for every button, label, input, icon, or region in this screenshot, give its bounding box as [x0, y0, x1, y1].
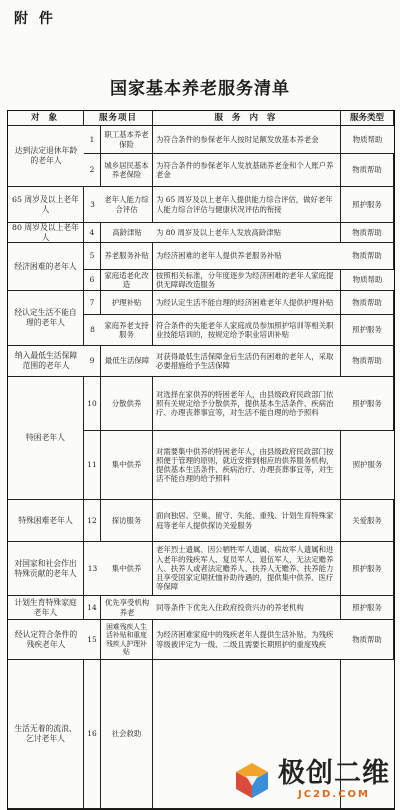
service-description: 同等条件下优先入住政府投资兴办的养老机构: [153, 596, 341, 620]
row-number: 16: [84, 660, 101, 809]
header-type: 服务类型: [341, 111, 394, 126]
annex-label: 附 件: [14, 11, 56, 27]
service-description: 对获得最低生活保障金后生活仍有困难的老年人，采取必要措施给予生活保障: [153, 346, 341, 377]
row-number: 6: [84, 270, 101, 291]
service-item: 护理补贴: [101, 291, 153, 315]
service-item: 老年人能力综合评估: [101, 187, 153, 223]
row-number: 11: [84, 431, 101, 500]
service-item: 集中供养: [101, 542, 153, 596]
service-item: 社会救助: [101, 660, 153, 809]
category-extreme-poverty: 特困老年人: [8, 377, 84, 500]
service-type: 照护服务: [341, 315, 394, 346]
header-target: 对 象: [8, 111, 84, 126]
service-type: 物质帮助: [341, 291, 394, 315]
row-number: 14: [84, 596, 101, 620]
category-65-plus: 65 周岁及以上老年人: [8, 187, 84, 223]
service-description: 符合条件的失能老年人家庭成员参加照护培训等相关职业技能培训的，按规定给予职业培训补贴: [153, 315, 341, 346]
service-description: 为符合条件的参保老年人按时足额发放基本养老金: [153, 126, 341, 154]
service-description: 为经认定生活不能自理的经济困难老年人提供护理补贴: [153, 291, 341, 315]
service-type: 物质帮助: [341, 620, 394, 660]
category-family-planning: 计划生育特殊家庭老年人: [8, 596, 84, 620]
row-number: 5: [84, 243, 101, 270]
row-number: 15: [84, 620, 101, 660]
category-economic-hardship: 经济困难的老年人: [8, 243, 84, 291]
document-title: 国家基本养老服务清单: [110, 79, 290, 99]
service-type: 照护服务: [341, 187, 394, 223]
service-item: 优先享受机构养老: [101, 596, 153, 620]
cube-logo-icon: [232, 760, 272, 800]
service-description: 对选择在家供养的特困老年人，由县级政府民政部门依照有关规定给予分散供养，提供基本生活条件、疾病治疗、办理丧葬事宜等，对生活不能自理的给予照料: [153, 377, 341, 431]
service-type: 照护服务: [341, 431, 394, 500]
service-item: 探访服务: [101, 500, 153, 542]
service-item: 高龄津贴: [101, 223, 153, 243]
service-type: 物质帮助: [341, 270, 394, 291]
watermark-title: 极创二维: [278, 758, 390, 789]
service-description: 按照相关标准，分年度逐步为经济困难的老年人家庭提供无障碍改造服务: [153, 270, 341, 291]
service-item: 家庭养老支持服务: [101, 315, 153, 346]
service-item: 困难残疾人生活补贴和重度残疾人护理补贴: [101, 620, 153, 660]
category-homeless: 生活无着的流浪、乞讨老年人: [8, 660, 84, 809]
service-description: 对需要集中供养的特困老年人，由县级政府民政部门按照便于管理的原则，就近安排到相应的供养服务机构，提供基本生活条件、疾病治疗、办理丧葬事宜等，对生活不能自理的给予照料: [153, 431, 341, 500]
service-type: 物质帮助: [341, 223, 394, 243]
row-number: 2: [84, 154, 101, 187]
category-retirement-age: 达到法定退休年龄的老年人: [8, 126, 84, 187]
service-type: 物质帮助: [341, 346, 394, 377]
row-number: 7: [84, 291, 101, 315]
category-special-contribution: 对国家和社会作出特殊贡献的老年人: [8, 542, 84, 596]
row-number: 3: [84, 187, 101, 223]
row-number: 10: [84, 377, 101, 431]
service-description: 为符合条件的参保老年人发放基础养老金和个人账户养老金: [153, 154, 341, 187]
header-content: 服 务 内 容: [153, 111, 341, 126]
service-item: 城乡居民基本养老保险: [101, 154, 153, 187]
service-type: 物质帮助: [341, 126, 394, 154]
category-disabled: 经认定符合条件的残疾老年人: [8, 620, 84, 660]
service-description: 为经济困难的老年人提供养老服务补贴: [153, 243, 341, 270]
service-item: 家庭适老化改造: [101, 270, 153, 291]
service-type: 物质帮助: [341, 154, 394, 187]
category-80-plus: 80 周岁及以上老年人: [8, 223, 84, 243]
service-item: 分散供养: [101, 377, 153, 431]
header-item: 服务项目: [84, 111, 153, 126]
service-type: 照护服务: [341, 542, 394, 596]
service-item: 职工基本养老保险: [101, 126, 153, 154]
service-description: 为经济困难家庭中的残疾老年人提供生活补贴，为残疾等级被评定为一级、二级且需要长期照护的重度残疾: [153, 620, 341, 660]
row-number: 4: [84, 223, 101, 243]
service-description: 面向独居、空巢、留守、失能、重残、计划生育特殊家庭等老年人提供探访关爱服务: [153, 500, 341, 542]
category-special-hardship: 特殊困难老年人: [8, 500, 84, 542]
service-item: 集中供养: [101, 431, 153, 500]
category-minimum-living: 纳入最低生活保障范围的老年人: [8, 346, 84, 377]
watermark-url: JC2D.COM: [298, 789, 370, 800]
service-item: 养老服务补贴: [101, 243, 153, 270]
service-type: 照护服务: [341, 596, 394, 620]
service-table: [7, 110, 395, 810]
service-description: 老年烈士遗属、因公牺牲军人遗属、病故军人遗属和进入老年的残疾军人、复员军人、退伍军人，无法定赡养人、扶养人或者法定赡养人、扶养人无赡养、扶养能力且享受国家定期抚恤补助待遇的，提供集中供养、医疗等保障: [153, 542, 341, 596]
service-description: 为 65 周岁及以上老年人提供能力综合评估，做好老年人能力综合评估与健康状况评估的衔接: [153, 187, 341, 223]
service-type: 照护服务: [341, 377, 394, 431]
row-number: 13: [84, 542, 101, 596]
watermark: [232, 760, 390, 800]
row-number: 8: [84, 315, 101, 346]
row-number: 1: [84, 126, 101, 154]
row-number: 12: [84, 500, 101, 542]
service-type: 物质帮助: [341, 243, 394, 270]
service-item: 最低生活保障: [101, 346, 153, 377]
category-self-care-inability: 经认定生活不能自理的老年人: [8, 291, 84, 346]
service-description: 为 80 周岁及以上老年人发放高龄津贴: [153, 223, 341, 243]
service-type: 关爱服务: [341, 500, 394, 542]
row-number: 9: [84, 346, 101, 377]
